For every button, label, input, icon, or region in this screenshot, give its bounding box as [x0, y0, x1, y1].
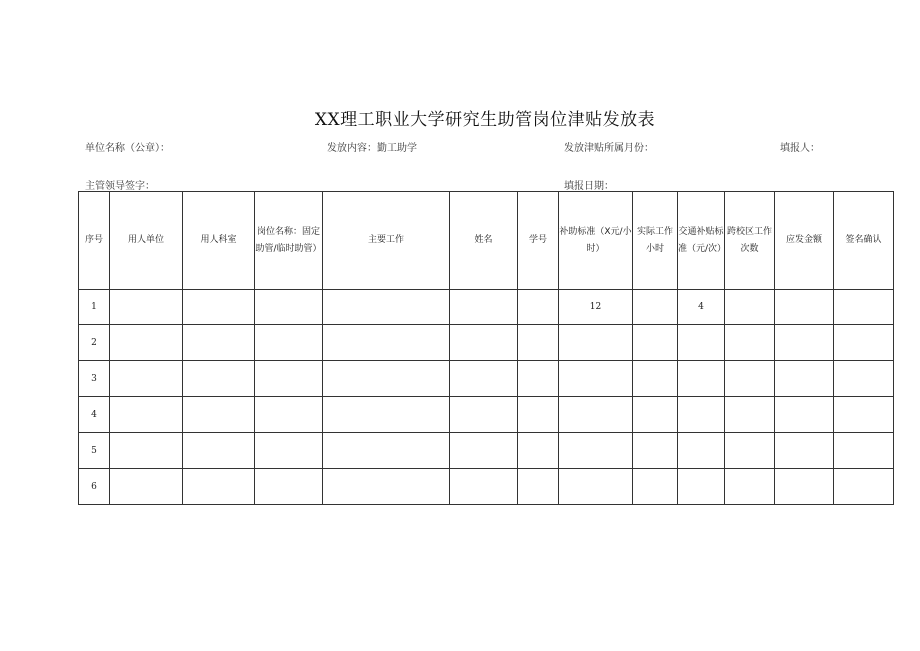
form-title: XX理工职业大学研究生助管岗位津贴发放表	[314, 110, 656, 130]
cell-student-id[interactable]	[518, 433, 559, 469]
cell-subsidy-rate[interactable]: 12	[559, 290, 633, 325]
cell-student-id[interactable]	[518, 361, 559, 397]
cell-transport-rate[interactable]	[678, 469, 725, 505]
cell-signature[interactable]	[834, 433, 894, 469]
header-serial: 序号	[79, 192, 110, 290]
leader-signature-label: 主管领导签字：	[85, 181, 155, 192]
cell-main-work[interactable]	[323, 325, 450, 361]
cell-transport-rate[interactable]	[678, 325, 725, 361]
cell-subsidy-rate[interactable]	[559, 433, 633, 469]
cell-actual-hours[interactable]	[633, 397, 678, 433]
cell-transport-rate[interactable]: 4	[678, 290, 725, 325]
cell-cross-campus-count[interactable]	[725, 290, 775, 325]
cell-serial: 1	[79, 290, 110, 325]
content-label: 发放内容：勤工助学	[327, 143, 417, 154]
filler-label: 填报人：	[780, 143, 820, 154]
table-row	[79, 325, 894, 361]
cell-main-work[interactable]	[323, 433, 450, 469]
cell-position[interactable]	[255, 433, 323, 469]
cell-position[interactable]	[255, 469, 323, 505]
header-position: 岗位名称：固定助管/临时助管）	[255, 192, 323, 290]
cell-position[interactable]	[255, 397, 323, 433]
cell-signature[interactable]	[834, 397, 894, 433]
table-row	[79, 469, 894, 505]
cell-serial: 3	[79, 361, 110, 397]
cell-transport-rate[interactable]	[678, 397, 725, 433]
cell-main-work[interactable]	[323, 290, 450, 325]
cell-main-work[interactable]	[323, 469, 450, 505]
table-row	[79, 397, 894, 433]
cell-cross-campus-count[interactable]	[725, 361, 775, 397]
cell-employer[interactable]	[110, 469, 183, 505]
cell-position[interactable]	[255, 325, 323, 361]
allowance-table	[78, 191, 894, 505]
cell-employer[interactable]	[110, 361, 183, 397]
table-header-row	[79, 192, 894, 290]
cell-amount[interactable]	[775, 397, 834, 433]
cell-serial: 6	[79, 469, 110, 505]
cell-department[interactable]	[183, 325, 255, 361]
cell-amount[interactable]	[775, 361, 834, 397]
cell-serial: 5	[79, 433, 110, 469]
table-row	[79, 361, 894, 397]
cell-main-work[interactable]	[323, 397, 450, 433]
cell-subsidy-rate[interactable]	[559, 361, 633, 397]
cell-student-id[interactable]	[518, 325, 559, 361]
cell-cross-campus-count[interactable]	[725, 433, 775, 469]
cell-cross-campus-count[interactable]	[725, 325, 775, 361]
header-name: 姓名	[450, 192, 518, 290]
header-main-work: 主要工作	[323, 192, 450, 290]
cell-cross-campus-count[interactable]	[725, 469, 775, 505]
cell-actual-hours[interactable]	[633, 290, 678, 325]
cell-serial: 2	[79, 325, 110, 361]
header-signature: 签名确认	[834, 192, 894, 290]
table-row	[79, 290, 894, 325]
cell-name[interactable]	[450, 469, 518, 505]
cell-department[interactable]	[183, 397, 255, 433]
cell-transport-rate[interactable]	[678, 361, 725, 397]
cell-signature[interactable]	[834, 325, 894, 361]
cell-employer[interactable]	[110, 325, 183, 361]
cell-serial: 4	[79, 397, 110, 433]
header-employer: 用人单位	[110, 192, 183, 290]
cell-actual-hours[interactable]	[633, 469, 678, 505]
cell-amount[interactable]	[775, 469, 834, 505]
cell-name[interactable]	[450, 325, 518, 361]
cell-amount[interactable]	[775, 325, 834, 361]
cell-employer[interactable]	[110, 433, 183, 469]
cell-actual-hours[interactable]	[633, 361, 678, 397]
cell-department[interactable]	[183, 469, 255, 505]
cell-main-work[interactable]	[323, 361, 450, 397]
cell-student-id[interactable]	[518, 290, 559, 325]
unit-name-label: 单位名称（公章）：	[85, 143, 170, 154]
cell-transport-rate[interactable]	[678, 433, 725, 469]
header-subsidy-rate: 补助标准（X元/小时）	[559, 192, 633, 290]
cell-position[interactable]	[255, 361, 323, 397]
cell-department[interactable]	[183, 361, 255, 397]
header-actual-hours: 实际工作小时	[633, 192, 678, 290]
header-department: 用人科室	[183, 192, 255, 290]
cell-amount[interactable]	[775, 290, 834, 325]
cell-subsidy-rate[interactable]	[559, 469, 633, 505]
cell-signature[interactable]	[834, 290, 894, 325]
cell-department[interactable]	[183, 290, 255, 325]
cell-signature[interactable]	[834, 361, 894, 397]
cell-name[interactable]	[450, 290, 518, 325]
header-cross-campus-count: 跨校区工作次数	[725, 192, 775, 290]
cell-name[interactable]	[450, 397, 518, 433]
cell-cross-campus-count[interactable]	[725, 397, 775, 433]
cell-subsidy-rate[interactable]	[559, 397, 633, 433]
header-student-id: 学号	[518, 192, 559, 290]
month-label: 发放津贴所属月份：	[564, 143, 654, 154]
cell-signature[interactable]	[834, 469, 894, 505]
cell-student-id[interactable]	[518, 469, 559, 505]
cell-name[interactable]	[450, 433, 518, 469]
header-transport-rate: 交通补贴标准（元/次）	[678, 192, 725, 290]
cell-subsidy-rate[interactable]	[559, 325, 633, 361]
report-date-label: 填报日期：	[564, 181, 614, 192]
cell-position[interactable]	[255, 290, 323, 325]
cell-actual-hours[interactable]	[633, 433, 678, 469]
cell-employer[interactable]	[110, 397, 183, 433]
cell-student-id[interactable]	[518, 397, 559, 433]
cell-name[interactable]	[450, 361, 518, 397]
cell-employer[interactable]	[110, 290, 183, 325]
cell-amount[interactable]	[775, 433, 834, 469]
header-amount: 应发金额	[775, 192, 834, 290]
table-row	[79, 433, 894, 469]
cell-department[interactable]	[183, 433, 255, 469]
cell-actual-hours[interactable]	[633, 325, 678, 361]
